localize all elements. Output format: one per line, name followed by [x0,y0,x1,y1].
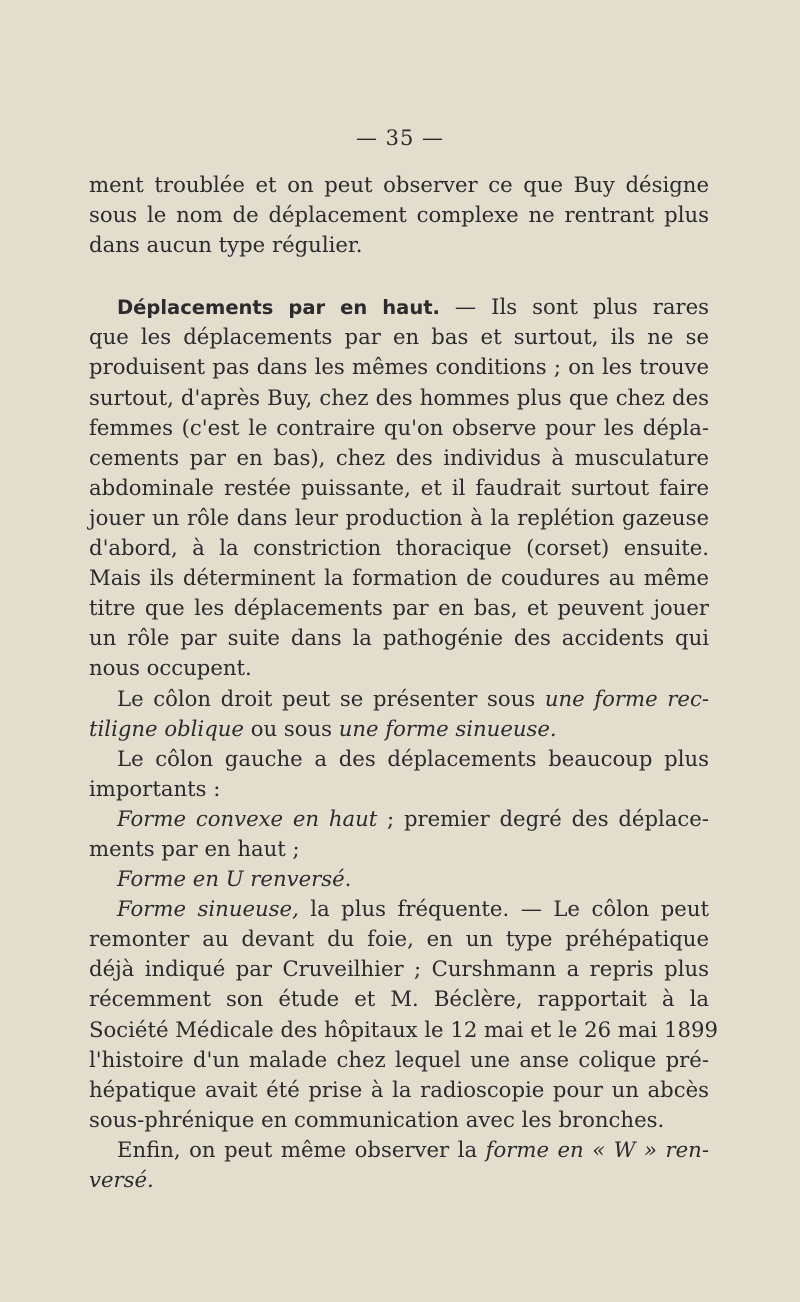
text-line [89,804,709,834]
text-line: dans aucun type régulier. [89,232,363,258]
text-line: sous le nom de déplacement complexe ne rentrant plus [89,202,709,228]
text-run: la plus fréquente. — Le côlon peut [298,896,709,922]
text-line: d'abord, à la constriction thoracique (corset) ensuite. [89,535,709,561]
text-line: sous-phrénique en communication avec les bronches. [89,1106,665,1132]
text-line: femmes (c'est le contraire qu'on observe pour les dépla- [89,414,709,440]
italic-run: une forme rec- [544,685,709,711]
section-heading: Déplacements par en haut. [117,296,440,320]
text-line: l'histoire d'un malade chez lequel une anse colique pré- [89,1046,709,1072]
text-line: surtout, d'après Buy, chez des hommes plus que chez des [89,384,709,410]
text-line: hépatique avait été prise à la radioscopie pour un abcès [89,1076,709,1102]
italic-run: Forme en U renversé. [117,866,352,892]
text-line: remonter au devant du foie, en un type préhépatique [89,926,709,952]
text-line: nous occupent. [89,655,252,681]
text-run: ou sous [243,715,339,741]
text-line: cements par en bas), chez des individus à musculature [89,444,709,470]
text-line: déjà indiqué par Cruveilhier ; Curshmann a repris plus [89,956,709,982]
text-line: produisent pas dans les mêmes conditions ; on les trouve [89,354,709,380]
paragraph-gap [89,260,709,292]
text-line: importants : [89,775,221,801]
text-run: Le côlon droit peut se présenter sous [117,685,545,711]
text-line: Le côlon gauche a des déplacements beaucoup plus [117,745,709,771]
text-line: jouer un rôle dans leur production à la replétion gazeuse [89,504,709,530]
text-line: Mais ils déterminent la formation de coudures au même [89,565,709,591]
italic-run: versé. [89,1167,154,1192]
italic-run: Forme convexe en haut [117,805,378,831]
body-text [89,170,718,1195]
text-line [89,894,709,924]
text-line: abdominale restée puissante, et il faudrait surtout faire [89,474,709,500]
text-line: ments par en haut ; [89,835,300,861]
text-line [89,684,709,714]
text-line: Société Médicale des hôpitaux le 12 mai et le 26 mai 1899 [89,1016,718,1042]
italic-run: tiligne oblique [89,715,244,741]
text-line [89,1135,709,1165]
page-number: — 35 — [355,126,445,150]
italic-run: forme en « W » ren- [485,1136,709,1162]
italic-run: une forme sinueuse. [338,715,557,741]
italic-run: Forme sinueuse, [117,896,299,922]
text-line [89,292,709,322]
text-run: Enfin, on peut même observer la [117,1136,486,1162]
text-line [89,714,709,744]
text-line: titre que les déplacements par en bas, et peuvent jouer [89,595,709,621]
text-line: que les déplacements par en bas et surtout, ils ne se [89,324,709,350]
text-line: récemment son étude et M. Béclère, rapportait à la [89,986,709,1012]
text-run: — Ils sont plus rares [439,294,710,320]
text-line [89,1165,709,1195]
text-line: un rôle par suite dans la pathogénie des accidents qui [89,625,709,651]
text-run: ; premier degré des déplace- [377,805,709,831]
text-line [89,864,709,894]
text-line: ment troublée et on peut observer ce que Buy désigne [89,172,709,197]
